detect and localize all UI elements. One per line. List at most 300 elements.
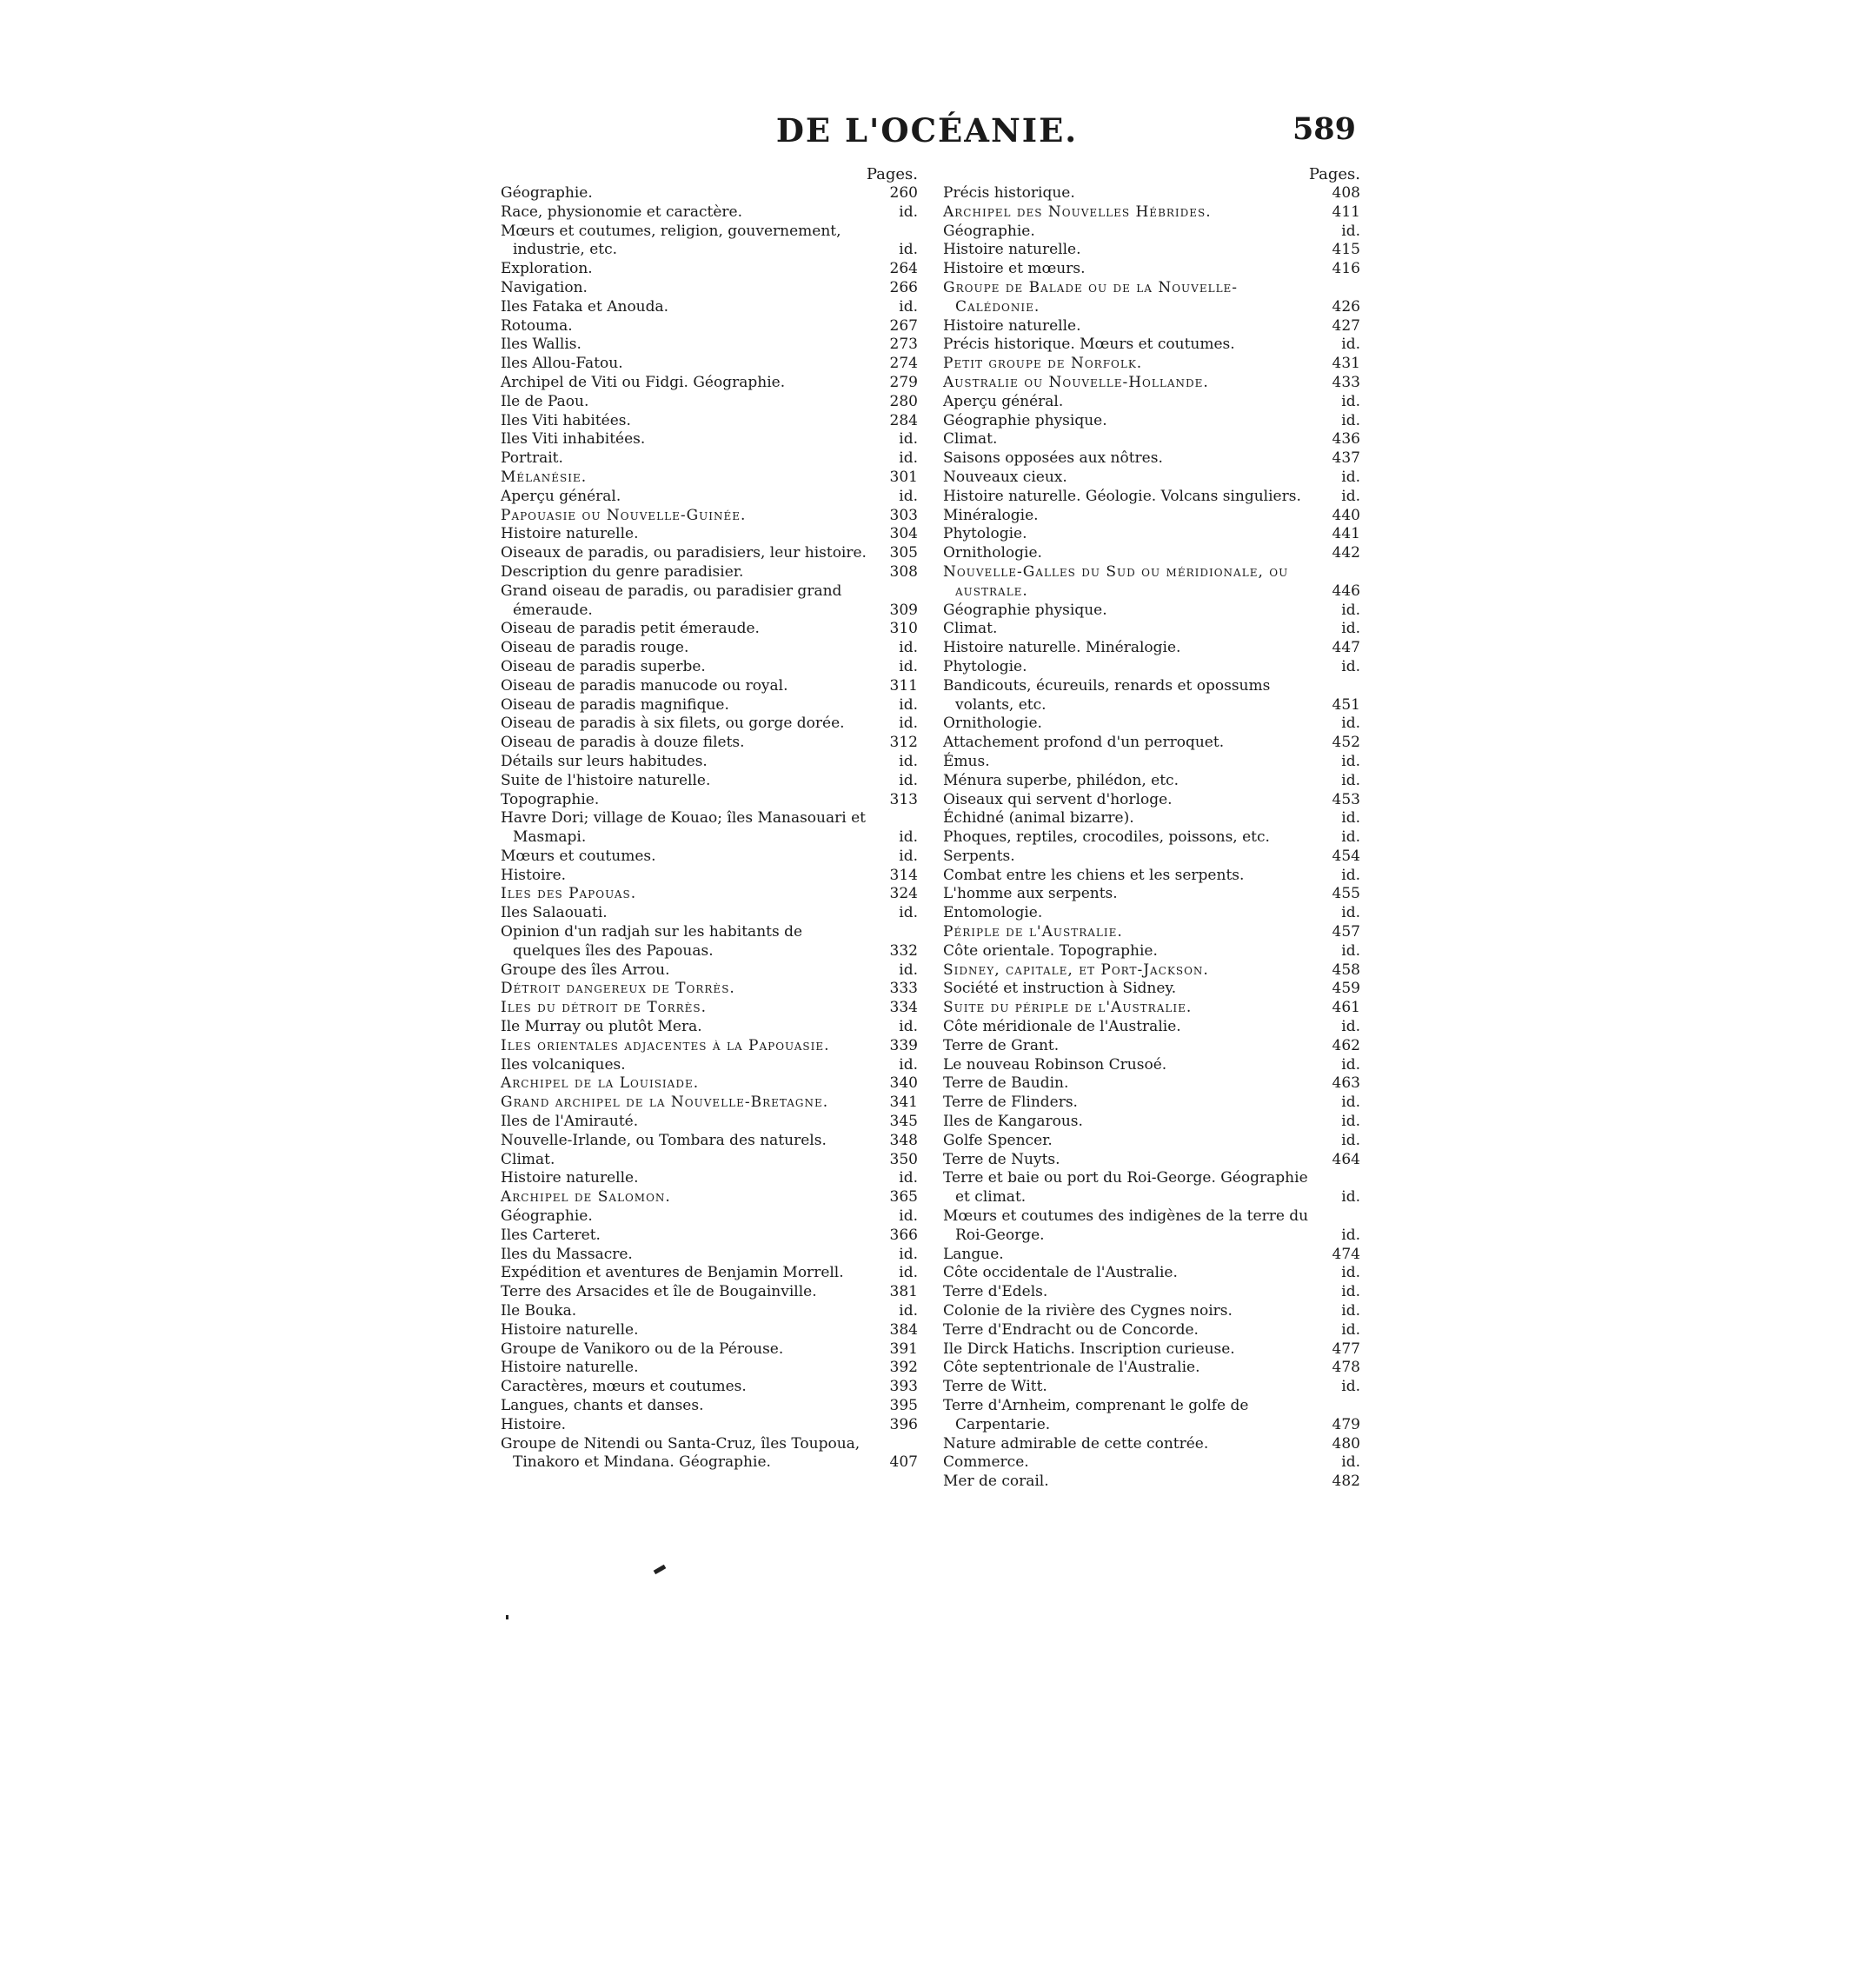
toc-entry-page: id. <box>1341 620 1360 638</box>
toc-entry-title: Aperçu général. <box>943 392 1064 410</box>
toc-entry <box>943 942 1360 961</box>
toc-entry <box>501 223 918 261</box>
toc-entry <box>943 469 1360 488</box>
toc-entry-title: Race, physionomie et caractère. <box>501 203 742 221</box>
toc-entry-page: id. <box>1341 657 1360 675</box>
toc-entry-title: Terre d'Edels. <box>943 1283 1048 1301</box>
toc-entry-title: Oiseau de paradis magnifique. <box>501 695 729 714</box>
toc-entry-page: 340 <box>889 1074 918 1093</box>
toc-entry <box>943 184 1360 203</box>
toc-entry-title: Oiseau de paradis superbe. <box>501 657 706 675</box>
toc-entry-title: Nature admirable de cette contrée. <box>943 1434 1209 1453</box>
toc-entry <box>501 1037 918 1056</box>
toc-entry <box>501 260 918 279</box>
toc-entry-page: 451 <box>1332 695 1360 714</box>
toc-entry-title: Histoire naturelle. Minéralogie. <box>943 639 1181 657</box>
toc-entry-title: Terre de Baudin. <box>943 1074 1069 1093</box>
toc-entry-page: id. <box>1341 1113 1360 1131</box>
toc-entry <box>501 1074 918 1094</box>
toc-entry <box>943 1283 1360 1302</box>
toc-entry-page: 464 <box>1332 1150 1360 1168</box>
toc-entry-page: id. <box>1341 601 1360 619</box>
toc-entry-page: id. <box>899 449 918 468</box>
toc-entry-page: id. <box>1341 866 1360 884</box>
toc-entry <box>501 696 918 715</box>
toc-entry-title: Iles volcaniques. <box>501 1055 626 1074</box>
toc-entry-title: Histoire naturelle. <box>501 1359 639 1377</box>
toc-entry-title: Iles du détroit de Torrès. <box>501 999 708 1017</box>
toc-entry <box>943 828 1360 848</box>
toc-entry <box>943 1056 1360 1075</box>
toc-entry-title: Suite du périple de l'Australie. <box>943 999 1193 1017</box>
toc-entry-page: id. <box>899 828 918 847</box>
toc-entry <box>943 336 1360 355</box>
toc-entry <box>501 355 918 374</box>
toc-entry-title: Terre de Witt. <box>943 1378 1047 1396</box>
toc-entry <box>943 1151 1360 1170</box>
toc-entry-page: id. <box>899 487 918 505</box>
toc-entry <box>501 1113 918 1132</box>
toc-entry-page: id. <box>899 1207 918 1226</box>
toc-entry-title: Mœurs et coutumes. <box>501 847 656 865</box>
toc-entry-page: 393 <box>889 1378 918 1396</box>
toc-entry <box>501 658 918 677</box>
toc-entry <box>501 563 918 582</box>
toc-entry <box>943 1397 1360 1435</box>
toc-entry-page: id. <box>899 203 918 221</box>
toc-entry <box>943 1113 1360 1132</box>
toc-entry-title: Géographie physique. <box>943 411 1107 429</box>
toc-entry-title: Géographie physique. <box>943 601 1107 619</box>
toc-entry <box>943 203 1360 223</box>
toc-entry-title: Géographie. <box>501 1207 593 1226</box>
toc-entry-title: Terre de Flinders. <box>943 1094 1078 1112</box>
toc-entry-title: Histoire et mœurs. <box>943 260 1086 278</box>
page-title: DE L'OCÉANIE. <box>775 111 1079 150</box>
toc-entry-title: Nouvelle-Galles du Sud ou méridionale, ou australe. <box>943 562 1289 600</box>
toc-entry <box>501 923 918 961</box>
toc-entry <box>501 677 918 696</box>
toc-entry-title: Groupe des îles Arrou. <box>501 961 670 979</box>
toc-entry-page: id. <box>1341 1264 1360 1282</box>
toc-entry-title: Histoire naturelle. Géologie. Volcans singuliers. <box>943 487 1301 505</box>
toc-entry-page: 381 <box>889 1283 918 1301</box>
toc-entry <box>501 336 918 355</box>
toc-entry-page: 264 <box>889 260 918 278</box>
toc-entry-page: 365 <box>889 1188 918 1207</box>
toc-entry <box>943 544 1360 563</box>
toc-entry-title: Nouvelle-Irlande, ou Tombara des naturels. <box>501 1131 827 1149</box>
toc-entry-title: Iles de l'Amirauté. <box>501 1113 639 1131</box>
toc-entry <box>943 923 1360 942</box>
toc-entry <box>943 430 1360 449</box>
toc-entry-page: 458 <box>1332 961 1360 979</box>
toc-entry-title: Précis historique. <box>943 184 1075 202</box>
toc-entry-page: 415 <box>1332 241 1360 259</box>
toc-entry-title: Rotouma. <box>501 316 573 335</box>
toc-entry <box>943 1037 1360 1056</box>
toc-entry <box>501 885 918 904</box>
toc-entry-page: 304 <box>889 525 918 543</box>
toc-entry <box>943 412 1360 431</box>
toc-entry <box>943 1094 1360 1113</box>
toc-entry-title: Iles Viti habitées. <box>501 411 631 429</box>
toc-entry-page: 312 <box>889 734 918 752</box>
toc-entry-title: Histoire. <box>501 1415 567 1433</box>
toc-entry-page: id. <box>1341 1378 1360 1396</box>
toc-entry <box>501 430 918 449</box>
toc-entry-page: 455 <box>1332 885 1360 903</box>
toc-entry-page: id. <box>1341 222 1360 240</box>
toc-entry-title: Archipel des Nouvelles Hébrides. <box>943 203 1212 221</box>
toc-entry-page: 345 <box>889 1113 918 1131</box>
toc-entry-title: Oiseau de paradis manucode ou royal. <box>501 676 788 695</box>
toc-entry-page: 457 <box>1332 923 1360 941</box>
toc-entry <box>501 980 918 999</box>
toc-entry-page: 366 <box>889 1226 918 1244</box>
toc-entry-page: id. <box>899 771 918 789</box>
toc-entry-title: Mœurs et coutumes des indigènes de la terre du Roi-George. <box>943 1207 1309 1244</box>
ink-mark <box>654 1565 667 1574</box>
toc-entry-title: Phytologie. <box>943 525 1027 543</box>
toc-entry-title: Géographie. <box>501 184 593 202</box>
toc-entry-page: 314 <box>889 866 918 884</box>
toc-entry-title: Terre de Nuyts. <box>943 1150 1060 1168</box>
toc-entry-page: id. <box>1341 828 1360 847</box>
toc-entry-title: Grand oiseau de paradis, ou paradisier grand émeraude. <box>501 582 842 619</box>
toc-entry-title: Iles Viti inhabitées. <box>501 430 646 449</box>
toc-entry-page: id. <box>1341 411 1360 429</box>
toc-entry-page: 260 <box>889 184 918 202</box>
toc-entry <box>943 241 1360 260</box>
toc-entry-title: Histoire. <box>501 866 567 884</box>
toc-entry-page: 266 <box>889 278 918 296</box>
toc-entry-page: id. <box>1341 1018 1360 1036</box>
toc-entry-page: 384 <box>889 1320 918 1339</box>
toc-entry-page: 431 <box>1332 355 1360 373</box>
toc-entry <box>943 999 1360 1018</box>
toc-entry <box>501 525 918 544</box>
toc-entry <box>501 1340 918 1360</box>
toc-entry-page: id. <box>899 297 918 316</box>
toc-entry-title: Côte orientale. Topographie. <box>943 941 1158 960</box>
toc-entry <box>501 772 918 791</box>
toc-entry <box>501 582 918 621</box>
toc-entry-page: 308 <box>889 562 918 581</box>
toc-entry <box>943 1169 1360 1207</box>
toc-entry-page: id. <box>1341 1131 1360 1149</box>
toc-entry-page: 310 <box>889 620 918 638</box>
toc-entry-title: Phytologie. <box>943 657 1027 675</box>
toc-entry-page: 480 <box>1332 1434 1360 1453</box>
toc-entry-title: Description du genre paradisier. <box>501 562 744 581</box>
toc-entry-page: id. <box>899 715 918 733</box>
toc-entry-title: Aperçu général. <box>501 487 621 505</box>
toc-entry-title: Iles Carteret. <box>501 1226 601 1244</box>
toc-entry-title: Ile Murray ou plutôt Mera. <box>501 1018 702 1036</box>
toc-entry <box>943 1359 1360 1378</box>
toc-entry-title: Colonie de la rivière des Cygnes noirs. <box>943 1302 1233 1320</box>
toc-entry-page: 332 <box>889 941 918 960</box>
toc-entry <box>501 1132 918 1151</box>
toc-entry-title: Ménura superbe, philédon, etc. <box>943 771 1179 789</box>
toc-entry-page: 416 <box>1332 260 1360 278</box>
toc-entry <box>943 772 1360 791</box>
toc-entry <box>943 791 1360 810</box>
toc-entry <box>501 1359 918 1378</box>
toc-entry <box>501 279 918 298</box>
toc-entry <box>943 525 1360 544</box>
toc-entry-title: Bandicouts, écureuils, renards et opossums volants, etc. <box>943 676 1271 714</box>
toc-entry-page: id. <box>899 752 918 770</box>
toc-entry-title: Oiseau de paradis rouge. <box>501 639 689 657</box>
toc-entry <box>943 488 1360 507</box>
toc-entry-page: 408 <box>1332 184 1360 202</box>
toc-entry <box>501 1018 918 1037</box>
toc-entry-page: id. <box>1341 771 1360 789</box>
toc-entry <box>501 298 918 317</box>
toc-entry <box>943 715 1360 734</box>
toc-entry <box>943 563 1360 602</box>
toc-entry <box>501 412 918 431</box>
toc-entry <box>501 469 918 488</box>
toc-entry <box>501 393 918 412</box>
toc-entry-page: id. <box>1341 941 1360 960</box>
toc-entry-title: L'homme aux serpents. <box>943 885 1118 903</box>
toc-entry <box>501 867 918 886</box>
toc-entry <box>943 317 1360 336</box>
toc-entry <box>501 734 918 753</box>
toc-entry <box>943 1132 1360 1151</box>
toc-entry-title: Côte occidentale de l'Australie. <box>943 1264 1178 1282</box>
toc-entry-page: 279 <box>889 373 918 391</box>
toc-entry-page: id. <box>899 1055 918 1074</box>
toc-entry-title: Terre d'Endracht ou de Concorde. <box>943 1320 1199 1339</box>
toc-entry-page: 301 <box>889 468 918 486</box>
toc-entry-page: id. <box>1341 1055 1360 1074</box>
toc-entry-title: Opinion d'un radjah sur les habitants de quelques îles des Papouas. <box>501 923 803 960</box>
toc-entry-title: Oiseau de paradis à six filets, ou gorge dorée. <box>501 715 845 733</box>
toc-entry-page: id. <box>899 1245 918 1263</box>
toc-entry <box>501 374 918 393</box>
toc-entry-page: 479 <box>1332 1415 1360 1433</box>
toc-entry <box>943 639 1360 658</box>
toc-entry-title: Terre des Arsacides et île de Bougainville. <box>501 1283 817 1301</box>
toc-entry <box>943 602 1360 621</box>
toc-entry <box>943 1264 1360 1283</box>
toc-entry <box>501 1056 918 1075</box>
toc-entry-title: Iles orientales adjacentes à la Papouasie. <box>501 1036 830 1054</box>
toc-entry <box>943 1018 1360 1037</box>
toc-entry-page: id. <box>1341 752 1360 770</box>
toc-entry-page: 452 <box>1332 734 1360 752</box>
toc-entry-title: Archipel de Salomon. <box>501 1188 671 1207</box>
toc-entry-title: Archipel de Viti ou Fidgi. Géographie. <box>501 373 786 391</box>
toc-entry <box>943 1378 1360 1397</box>
toc-entry-title: Grand archipel de la Nouvelle-Bretagne. <box>501 1094 829 1112</box>
toc-entry <box>501 1302 918 1321</box>
toc-entry-page: id. <box>1341 468 1360 486</box>
toc-entry <box>501 184 918 203</box>
toc-entry-page: 395 <box>889 1397 918 1414</box>
toc-entry-title: Oiseau de paradis à douze filets. <box>501 734 745 752</box>
toc-entry-title: Histoire naturelle. <box>943 316 1081 335</box>
toc-entry-page: id. <box>899 695 918 714</box>
toc-entry-title: Climat. <box>943 620 998 638</box>
toc-entry-page: 454 <box>1332 847 1360 865</box>
toc-entry-title: Iles Fataka et Anouda. <box>501 297 669 316</box>
toc-entry <box>501 639 918 658</box>
toc-entry-page: 426 <box>1332 297 1360 316</box>
toc-entry-page: id. <box>1341 809 1360 828</box>
toc-entry-page: id. <box>1341 1453 1360 1472</box>
toc-entry-page: 441 <box>1332 525 1360 543</box>
toc-entry-title: Sidney, capitale, et Port-Jackson. <box>943 961 1209 979</box>
toc-entry <box>943 223 1360 242</box>
toc-entry-title: Golfe Spencer. <box>943 1131 1053 1149</box>
toc-entry-title: Exploration. <box>501 260 593 278</box>
toc-entry-page: 396 <box>889 1415 918 1433</box>
toc-entry-list <box>501 184 918 1473</box>
toc-entry-title: Périple de l'Australie. <box>943 923 1123 941</box>
toc-entry-page: 339 <box>889 1036 918 1054</box>
toc-entry-page: id. <box>899 657 918 675</box>
toc-entry-page: id. <box>899 1018 918 1036</box>
toc-entry-page: id. <box>899 639 918 657</box>
toc-entry-page: 461 <box>1332 999 1360 1017</box>
toc-entry-page: 273 <box>889 336 918 354</box>
toc-entry <box>501 620 918 639</box>
toc-entry-title: Société et instruction à Sidney. <box>943 980 1177 998</box>
toc-entry-title: Mélanésie. <box>501 468 588 486</box>
toc-entry <box>501 1378 918 1397</box>
toc-entry-title: Géographie. <box>943 222 1035 240</box>
toc-entry <box>943 677 1360 715</box>
toc-entry <box>501 1246 918 1265</box>
toc-entry <box>501 544 918 563</box>
toc-entry-page: id. <box>1341 1320 1360 1339</box>
toc-entry-page: 447 <box>1332 639 1360 657</box>
toc-entry-title: Ornithologie. <box>943 715 1042 733</box>
toc-entry-title: Émus. <box>943 752 990 770</box>
toc-entry-page: 334 <box>889 999 918 1017</box>
toc-entry-title: Papouasie ou Nouvelle-Guinée. <box>501 506 747 524</box>
toc-entry <box>501 1207 918 1227</box>
toc-entry-title: Terre de Grant. <box>943 1036 1060 1054</box>
toc-entry <box>501 449 918 469</box>
toc-entry-title: Mer de corail. <box>943 1473 1049 1491</box>
toc-entry-title: Précis historique. Mœurs et coutumes. <box>943 336 1235 354</box>
toc-entry-title: Iles des Papouas. <box>501 885 637 903</box>
toc-entry-page: 462 <box>1332 1036 1360 1054</box>
toc-entry-title: Histoire naturelle. <box>943 241 1081 259</box>
toc-entry <box>943 734 1360 753</box>
toc-entry-page: 407 <box>889 1453 918 1472</box>
toc-entry <box>501 753 918 772</box>
toc-entry-title: Saisons opposées aux nôtres. <box>943 449 1163 468</box>
toc-entry-title: Échidné (animal bizarre). <box>943 809 1134 828</box>
toc-entry <box>943 1246 1360 1265</box>
toc-entry-page: 280 <box>889 392 918 410</box>
toc-entry <box>943 961 1360 981</box>
toc-entry-title: Langue. <box>943 1245 1004 1263</box>
toc-entry-title: Terre d'Arnheim, comprenant le golfe de Carpentarie. <box>943 1397 1249 1433</box>
toc-entry-page: 392 <box>889 1359 918 1377</box>
ink-mark <box>506 1615 508 1619</box>
toc-entry <box>943 393 1360 412</box>
toc-entry <box>943 885 1360 904</box>
toc-entry-page: id. <box>1341 336 1360 354</box>
toc-entry <box>501 1169 918 1188</box>
toc-entry-title: Climat. <box>943 430 998 449</box>
toc-entry-title: Côte septentrionale de l'Australie. <box>943 1359 1200 1377</box>
toc-entry <box>501 1151 918 1170</box>
toc-entry-title: Ile Bouka. <box>501 1302 577 1320</box>
page-number: 589 <box>1292 111 1356 147</box>
toc-entry-title: Phoques, reptiles, crocodiles, poissons, etc. <box>943 828 1270 847</box>
toc-entry <box>943 1340 1360 1360</box>
toc-entry-title: Ile de Paou. <box>501 392 589 410</box>
toc-entry <box>943 279 1360 317</box>
toc-entry <box>501 1416 918 1435</box>
toc-entry-page: 274 <box>889 355 918 373</box>
toc-entry-page: 437 <box>1332 449 1360 468</box>
toc-entry-title: Combat entre les chiens et les serpents. <box>943 866 1245 884</box>
toc-entry-page: 348 <box>889 1131 918 1149</box>
toc-entry-page: id. <box>1341 1302 1360 1320</box>
toc-entry-page: id. <box>899 430 918 449</box>
toc-entry-page: id. <box>1341 1094 1360 1112</box>
toc-entry <box>943 620 1360 639</box>
toc-entry-page: 341 <box>889 1094 918 1112</box>
toc-entry-page: 284 <box>889 411 918 429</box>
pages-column-label: Pages. <box>1308 165 1360 183</box>
toc-entry <box>501 848 918 867</box>
toc-entry-page: id. <box>1341 1283 1360 1301</box>
toc-column-right <box>943 165 1360 1492</box>
toc-entry-page: id. <box>1341 904 1360 922</box>
toc-entry <box>501 1188 918 1207</box>
toc-entry-title: Ornithologie. <box>943 544 1042 562</box>
toc-entry-title: Petit groupe de Norfolk. <box>943 355 1143 373</box>
toc-entry <box>501 203 918 223</box>
toc-entry <box>501 1283 918 1302</box>
toc-entry-title: Oiseau de paradis petit émeraude. <box>501 620 760 638</box>
toc-entry <box>943 1207 1360 1246</box>
toc-entry-title: Groupe de Nitendi ou Santa-Cruz, îles Toupoua, Tinakoro et Mindana. Géographie. <box>501 1434 861 1472</box>
toc-entry-page: id. <box>1341 392 1360 410</box>
toc-entry-page: 446 <box>1332 582 1360 600</box>
toc-entry-page: 453 <box>1332 790 1360 808</box>
toc-entry <box>943 1473 1360 1492</box>
toc-entry <box>943 848 1360 867</box>
toc-entry-title: Portrait. <box>501 449 563 468</box>
toc-entry <box>943 355 1360 374</box>
toc-entry-title: Terre et baie ou port du Roi-George. Géographie et climat. <box>943 1169 1308 1207</box>
toc-entry-page: id. <box>899 1264 918 1282</box>
toc-entry-title: Expédition et aventures de Benjamin Morrell. <box>501 1264 844 1282</box>
toc-entry-page: 309 <box>889 601 918 619</box>
toc-entry <box>501 1264 918 1283</box>
toc-entry-page: 324 <box>889 885 918 903</box>
toc-column-left <box>501 165 918 1473</box>
toc-entry-page: id. <box>1341 487 1360 505</box>
toc-entry <box>501 961 918 981</box>
toc-entry <box>943 260 1360 279</box>
toc-entry-page: id. <box>899 847 918 865</box>
toc-entry-title: Groupe de Balade ou de la Nouvelle-Calédonie. <box>943 278 1239 316</box>
toc-entry-page: 333 <box>889 980 918 998</box>
